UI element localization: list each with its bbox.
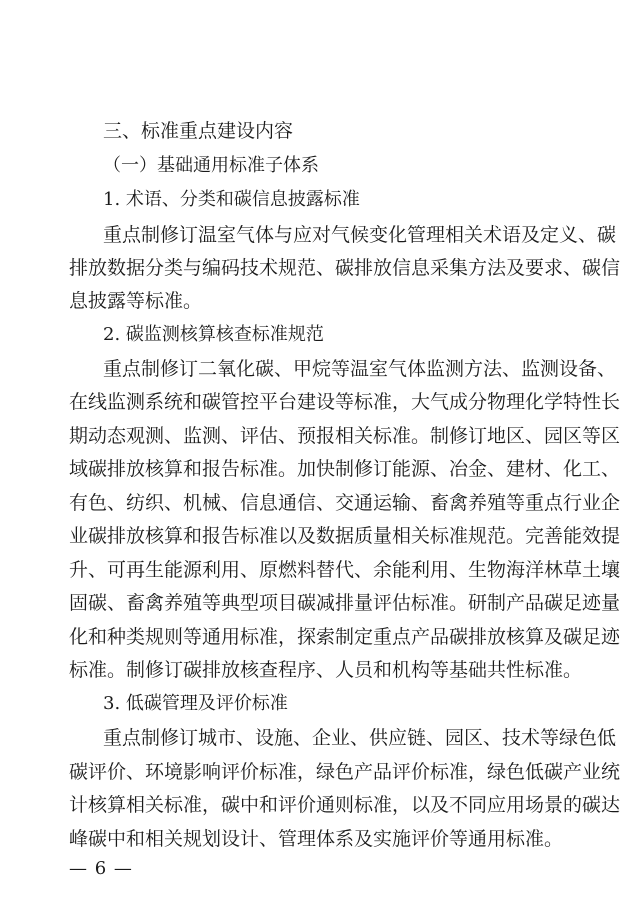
- item-3-heading: 3. 低碳管理及评价标准: [103, 693, 288, 714]
- page-number: — 6 —: [69, 858, 133, 879]
- item-1-heading: 1. 术语、分类和碳信息披露标准: [103, 189, 360, 210]
- section-title: 三、标准重点建设内容: [103, 120, 294, 142]
- item-2-line-8: 固碳、畜禽养殖等典型项目碳减排量评估标准。研制产品碳足迹量: [69, 592, 621, 614]
- item-2-line-4: 域碳排放核算和报告标准。加快制修订能源、冶金、建材、化工、: [69, 458, 621, 480]
- item-2-line-6: 业碳排放核算和报告标准以及数据质量相关标准规范。完善能效提: [69, 525, 621, 547]
- item-2-line-5: 有色、纺织、机械、信息通信、交通运输、畜禽养殖等重点行业企: [69, 492, 621, 514]
- item-2-line-10: 标准。制修订碳排放核查程序、人员和机构等基础共性标准。: [69, 659, 583, 681]
- subsection-title: （一）基础通用标准子体系: [103, 155, 319, 176]
- item-3-line-3: 计核算相关标准，碳中和评价通则标准，以及不同应用场景的碳达: [69, 794, 621, 816]
- item-3-line-1: 重点制修订城市、设施、企业、供应链、园区、技术等绿色低: [103, 727, 617, 749]
- item-2-line-9: 化和种类规则等通用标准，探索制定重点产品碳排放核算及碳足迹: [69, 626, 621, 648]
- item-3-line-4: 峰碳中和相关规划设计、管理体系及实施评价等通用标准。: [69, 828, 564, 850]
- item-1-line-1: 重点制修订温室气体与应对气候变化管理相关术语及定义、碳: [103, 224, 617, 246]
- item-1-line-2: 排放数据分类与编码技术规范、碳排放信息采集方法及要求、碳信: [69, 257, 621, 279]
- item-2-line-7: 升、可再生能源利用、原燃料替代、余能利用、生物海洋林草土壤: [69, 559, 621, 581]
- item-2-heading: 2. 碳监测核算核查标准规范: [103, 324, 324, 345]
- item-2-line-1: 重点制修订二氧化碳、甲烷等温室气体监测方法、监测设备、: [103, 358, 617, 380]
- item-1-line-3: 息披露等标准。: [69, 290, 203, 312]
- item-2-line-3: 期动态观测、监测、评估、预报相关标准。制修订地区、园区等区: [69, 425, 621, 447]
- item-3-line-2: 碳评价、环境影响评价标准，绿色产品评价标准，绿色低碳产业统: [69, 761, 621, 783]
- item-2-line-2: 在线监测系统和碳管控平台建设等标准，大气成分物理化学特性长: [69, 391, 621, 413]
